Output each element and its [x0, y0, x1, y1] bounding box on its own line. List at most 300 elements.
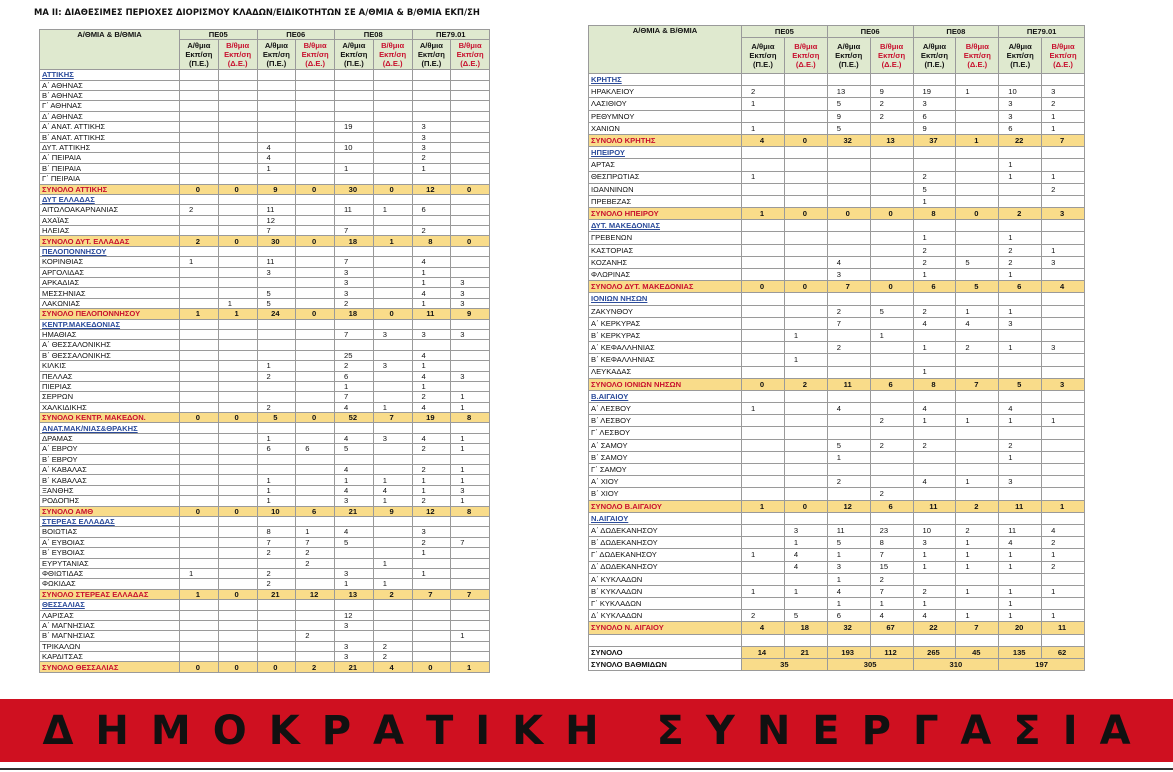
district-row	[589, 195, 1085, 207]
value-cell	[296, 163, 335, 173]
value-cell	[296, 433, 335, 443]
empty-cell	[412, 423, 451, 433]
value-cell: 1	[913, 269, 956, 281]
empty-cell	[1042, 634, 1085, 646]
value-cell	[451, 226, 490, 236]
empty-cell	[180, 517, 219, 527]
value-cell	[827, 427, 870, 439]
value-cell	[257, 174, 296, 184]
value-cell	[784, 171, 827, 183]
empty-cell	[913, 390, 956, 402]
value-cell: 11	[1042, 622, 1085, 634]
empty-cell	[827, 220, 870, 232]
value-cell	[257, 558, 296, 568]
value-cell	[999, 573, 1042, 585]
value-cell: 2	[296, 558, 335, 568]
value-cell: 1	[373, 402, 412, 412]
value-cell: 3	[335, 288, 374, 298]
value-cell	[451, 101, 490, 111]
value-cell	[870, 159, 913, 171]
row-label: ΗΜΑΘΙΑΣ	[40, 329, 180, 339]
value-cell	[827, 183, 870, 195]
empty-cell	[335, 517, 374, 527]
value-cell	[180, 537, 219, 547]
value-cell: 0	[870, 208, 913, 220]
value-cell	[451, 620, 490, 630]
empty-cell	[827, 293, 870, 305]
value-cell: 2	[373, 652, 412, 662]
district-row	[40, 340, 490, 350]
empty-cell	[180, 319, 219, 329]
value-cell	[742, 110, 785, 122]
value-cell	[1042, 366, 1085, 378]
value-cell	[180, 132, 219, 142]
header-sub-primary: Α/θμια Εκπ/ση (Π.Ε.)	[335, 40, 374, 70]
value-cell	[296, 381, 335, 391]
row-label: Β΄ ΚΥΚΛΑΔΩΝ	[589, 585, 742, 597]
value-cell	[451, 579, 490, 589]
value-cell: 193	[827, 646, 870, 658]
value-cell	[180, 392, 219, 402]
district-row	[589, 232, 1085, 244]
row-label: Α΄ ΚΥΚΛΑΔΩΝ	[589, 573, 742, 585]
value-cell: 1	[373, 236, 412, 246]
region-row	[589, 147, 1085, 159]
empty-cell	[870, 293, 913, 305]
value-cell	[742, 488, 785, 500]
value-cell: 2	[870, 488, 913, 500]
value-cell: 1	[412, 267, 451, 277]
empty-cell	[335, 246, 374, 256]
value-cell: 10	[257, 506, 296, 516]
value-cell	[296, 205, 335, 215]
district-row	[589, 183, 1085, 195]
value-cell	[296, 496, 335, 506]
district-row	[589, 537, 1085, 549]
value-cell: 1	[827, 549, 870, 561]
value-cell: 4	[999, 403, 1042, 415]
value-cell	[218, 278, 257, 288]
header-sub-secondary: Β/θμια Εκπ/ση (Δ.Ε.)	[956, 38, 999, 74]
value-cell: 1	[742, 585, 785, 597]
row-label: ΑΡΚΑΔΙΑΣ	[40, 278, 180, 288]
district-row	[589, 451, 1085, 463]
value-cell	[742, 317, 785, 329]
value-cell	[956, 354, 999, 366]
value-cell	[218, 433, 257, 443]
value-cell: 1	[827, 598, 870, 610]
value-cell	[335, 174, 374, 184]
value-cell: 0	[180, 184, 219, 194]
region-row	[40, 423, 490, 433]
region-name: Β.ΑΙΓΑΙΟΥ	[589, 390, 742, 402]
empty-cell	[956, 512, 999, 524]
value-cell: 1	[412, 568, 451, 578]
value-cell	[956, 159, 999, 171]
empty-cell	[335, 423, 374, 433]
value-cell: 1	[956, 585, 999, 597]
value-cell	[373, 215, 412, 225]
value-cell: 1	[999, 451, 1042, 463]
header-sub-secondary: Β/θμια Εκπ/ση (Δ.Ε.)	[784, 38, 827, 74]
value-cell: 0	[218, 506, 257, 516]
region-name: ΘΕΣΣΑΛΙΑΣ	[40, 600, 180, 610]
value-cell: 2	[335, 361, 374, 371]
value-cell	[180, 278, 219, 288]
region-name: ΔΥΤ ΕΛΛΑΔΑΣ	[40, 194, 180, 204]
district-row	[40, 568, 490, 578]
value-cell: 9	[373, 506, 412, 516]
header-sub-primary: Α/θμια Εκπ/ση (Π.Ε.)	[827, 38, 870, 74]
row-label: Β΄ ΜΑΓΝΗΣΙΑΣ	[40, 631, 180, 641]
value-cell: 2	[180, 205, 219, 215]
value-cell: 1	[1042, 610, 1085, 622]
value-cell: 0	[180, 413, 219, 423]
value-cell: 9	[827, 110, 870, 122]
value-cell: 2	[956, 342, 999, 354]
value-cell: 5	[870, 305, 913, 317]
district-row	[40, 90, 490, 100]
grand-total-levels-row	[589, 659, 1085, 671]
value-cell	[451, 153, 490, 163]
empty-cell	[1042, 147, 1085, 159]
value-cell: 2	[257, 579, 296, 589]
row-label: ΣΥΝΟΛΟ ΠΕΛΟΠΟΝΝΗΣΟΥ	[40, 309, 180, 319]
value-cell	[373, 350, 412, 360]
value-cell	[1042, 317, 1085, 329]
value-cell	[956, 110, 999, 122]
value-cell: 2	[784, 378, 827, 390]
value-cell	[870, 476, 913, 488]
value-cell: 12	[335, 610, 374, 620]
value-cell	[296, 174, 335, 184]
value-cell	[296, 329, 335, 339]
empty-cell	[373, 194, 412, 204]
value-cell	[218, 288, 257, 298]
value-cell	[412, 174, 451, 184]
value-cell: 2	[296, 662, 335, 672]
empty-cell	[180, 194, 219, 204]
empty-cell	[451, 423, 490, 433]
value-cell	[451, 340, 490, 350]
district-row	[40, 80, 490, 90]
value-cell: 4	[913, 476, 956, 488]
row-label: ΠΡΕΒΕΖΑΣ	[589, 195, 742, 207]
value-cell: 5	[257, 413, 296, 423]
value-cell	[296, 153, 335, 163]
header-group: ΠΕ05	[180, 30, 258, 40]
empty-cell	[784, 74, 827, 86]
value-cell	[913, 159, 956, 171]
value-cell	[870, 256, 913, 268]
value-cell: 1	[999, 561, 1042, 573]
value-cell	[784, 305, 827, 317]
value-cell: 4	[1042, 524, 1085, 536]
value-cell: 1	[999, 171, 1042, 183]
value-cell: 1	[373, 558, 412, 568]
value-cell	[218, 381, 257, 391]
row-label: ΑΡΤΑΣ	[589, 159, 742, 171]
value-cell: 1	[1042, 500, 1085, 512]
value-cell: 5	[335, 444, 374, 454]
left-table-header	[40, 30, 490, 70]
value-cell: 1	[827, 451, 870, 463]
row-label: ΣΥΝΟΛΟ ΔΥΤ. ΜΑΚΕΔΟΝΙΑΣ	[589, 281, 742, 293]
value-cell	[257, 392, 296, 402]
value-cell: 4	[870, 610, 913, 622]
value-cell	[412, 80, 451, 90]
empty-cell	[956, 74, 999, 86]
value-cell	[373, 257, 412, 267]
value-cell	[180, 90, 219, 100]
value-cell: 3	[999, 110, 1042, 122]
value-cell: 1	[451, 475, 490, 485]
empty-cell	[257, 319, 296, 329]
value-cell	[296, 267, 335, 277]
value-cell	[451, 454, 490, 464]
value-cell	[451, 381, 490, 391]
value-cell	[180, 548, 219, 558]
value-cell: 3	[451, 329, 490, 339]
value-cell	[742, 354, 785, 366]
value-cell: 5	[784, 610, 827, 622]
value-cell: 4	[827, 403, 870, 415]
row-label: Δ΄ ΔΩΔΕΚΑΝΗΣΟΥ	[589, 561, 742, 573]
value-cell	[956, 195, 999, 207]
row-label: Β΄ ΚΑΒΑΛΑΣ	[40, 475, 180, 485]
district-row	[40, 101, 490, 111]
value-cell: 1	[373, 475, 412, 485]
level-total-cell: 310	[913, 659, 999, 671]
value-cell: 4	[373, 662, 412, 672]
value-cell: 3	[335, 278, 374, 288]
value-cell	[335, 153, 374, 163]
value-cell: 1	[180, 589, 219, 599]
value-cell: 8	[913, 208, 956, 220]
value-cell	[1042, 354, 1085, 366]
empty-cell	[1042, 390, 1085, 402]
value-cell	[180, 361, 219, 371]
header-sub-primary: Α/θμια Εκπ/ση (Π.Ε.)	[742, 38, 785, 74]
value-cell	[451, 163, 490, 173]
empty-cell	[827, 634, 870, 646]
row-label: Α΄ ΚΕΡΚΥΡΑΣ	[589, 317, 742, 329]
value-cell	[1042, 159, 1085, 171]
value-cell: 0	[412, 662, 451, 672]
value-cell: 5	[956, 281, 999, 293]
value-cell	[373, 392, 412, 402]
row-label: ΖΑΚΥΝΘΟΥ	[589, 305, 742, 317]
value-cell	[296, 610, 335, 620]
value-cell: 7	[827, 281, 870, 293]
value-cell: 1	[956, 305, 999, 317]
value-cell: 3	[412, 132, 451, 142]
left-table-body	[40, 70, 490, 673]
value-cell: 22	[999, 134, 1042, 146]
empty-cell	[412, 246, 451, 256]
value-cell: 1	[1042, 549, 1085, 561]
district-row	[589, 269, 1085, 281]
value-cell	[257, 101, 296, 111]
footer-banner	[0, 699, 1173, 762]
header-group: ΠΕ79.01	[412, 30, 490, 40]
value-cell	[913, 354, 956, 366]
value-cell: 7	[451, 589, 490, 599]
region-row	[40, 319, 490, 329]
value-cell: 21	[335, 662, 374, 672]
empty-cell	[180, 600, 219, 610]
value-cell	[180, 226, 219, 236]
value-cell	[373, 132, 412, 142]
district-row	[40, 215, 490, 225]
district-row	[589, 244, 1085, 256]
row-label: ΣΥΝΟΛΟ ΑΜΘ	[40, 506, 180, 516]
value-cell	[451, 641, 490, 651]
district-row	[589, 488, 1085, 500]
value-cell	[870, 171, 913, 183]
value-cell: 8	[451, 506, 490, 516]
value-cell: 5	[956, 256, 999, 268]
value-cell: 4	[784, 561, 827, 573]
subtotal-row	[40, 184, 490, 194]
header-group: ΠΕ08	[913, 26, 999, 38]
row-label: ΣΥΝΟΛΟ ΚΡΗΤΗΣ	[589, 134, 742, 146]
region-name: ΚΡΗΤΗΣ	[589, 74, 742, 86]
value-cell	[180, 350, 219, 360]
empty-cell	[1042, 74, 1085, 86]
empty-cell	[742, 293, 785, 305]
row-label: ΑΧΑΪΑΣ	[40, 215, 180, 225]
value-cell: 8	[913, 378, 956, 390]
row-label: ΡΟΔΟΠΗΣ	[40, 496, 180, 506]
empty-cell	[870, 390, 913, 402]
value-cell: 22	[913, 622, 956, 634]
district-row	[40, 267, 490, 277]
empty-cell	[412, 194, 451, 204]
value-cell	[373, 454, 412, 464]
value-cell	[999, 354, 1042, 366]
value-cell: 2	[999, 208, 1042, 220]
empty-cell	[335, 70, 374, 80]
header-sub-secondary: Β/θμια Εκπ/ση (Δ.Ε.)	[218, 40, 257, 70]
header-row	[589, 26, 1085, 38]
row-label: Α΄ ΜΑΓΝΗΣΙΑΣ	[40, 620, 180, 630]
value-cell	[218, 392, 257, 402]
value-cell	[257, 340, 296, 350]
district-row	[589, 171, 1085, 183]
subtotal-row	[589, 378, 1085, 390]
value-cell: 2	[827, 342, 870, 354]
value-cell: 1	[913, 342, 956, 354]
row-label: Α΄ ΑΝΑΤ. ΑΤΤΙΚΗΣ	[40, 122, 180, 132]
region-row	[589, 293, 1085, 305]
value-cell	[180, 215, 219, 225]
value-cell	[999, 488, 1042, 500]
subtotal-row	[40, 589, 490, 599]
value-cell: 7	[335, 226, 374, 236]
value-cell: 2	[1042, 98, 1085, 110]
value-cell: 8	[870, 537, 913, 549]
value-cell	[742, 342, 785, 354]
value-cell	[257, 454, 296, 464]
district-row	[40, 641, 490, 651]
value-cell	[296, 371, 335, 381]
value-cell: 1	[1042, 585, 1085, 597]
value-cell: 11	[257, 205, 296, 215]
row-label: Α΄ ΣΑΜΟΥ	[589, 439, 742, 451]
value-cell: 3	[913, 98, 956, 110]
value-cell: 2	[296, 548, 335, 558]
value-cell	[335, 80, 374, 90]
value-cell: 7	[412, 589, 451, 599]
value-cell: 7	[257, 226, 296, 236]
row-label: Α΄ ΚΕΦΑΛΛΗΝΙΑΣ	[589, 342, 742, 354]
header-corner: Α/ΘΜΙΑ & Β/ΘΜΙΑ	[40, 30, 180, 70]
row-label: Α΄ ΕΥΒΟΙΑΣ	[40, 537, 180, 547]
subtotal-row	[589, 500, 1085, 512]
district-row	[589, 329, 1085, 341]
value-cell: 3	[335, 267, 374, 277]
value-cell: 1	[180, 257, 219, 267]
value-cell	[335, 101, 374, 111]
row-label: ΚΟΡΙΝΘΙΑΣ	[40, 257, 180, 267]
value-cell	[180, 153, 219, 163]
empty-cell	[257, 423, 296, 433]
row-label: ΛΑΚΩΝΙΑΣ	[40, 298, 180, 308]
value-cell: 2	[1042, 183, 1085, 195]
value-cell	[784, 573, 827, 585]
value-cell	[180, 579, 219, 589]
value-cell	[784, 476, 827, 488]
empty-cell	[999, 74, 1042, 86]
value-cell	[180, 142, 219, 152]
value-cell: 2	[913, 256, 956, 268]
value-cell: 13	[870, 134, 913, 146]
value-cell	[335, 90, 374, 100]
district-row	[589, 98, 1085, 110]
value-cell: 1	[335, 475, 374, 485]
value-cell: 7	[1042, 134, 1085, 146]
value-cell	[296, 485, 335, 495]
value-cell: 1	[335, 381, 374, 391]
header-group: ΠΕ05	[742, 26, 828, 38]
value-cell: 13	[827, 86, 870, 98]
value-cell	[742, 427, 785, 439]
subtotal-row	[40, 662, 490, 672]
value-cell: 6	[296, 506, 335, 516]
value-cell	[870, 354, 913, 366]
empty-cell	[870, 512, 913, 524]
value-cell	[956, 122, 999, 134]
value-cell	[956, 98, 999, 110]
region-row	[589, 74, 1085, 86]
value-cell: 1	[412, 278, 451, 288]
region-name: ΔΥΤ. ΜΑΚΕΔΟΝΙΑΣ	[589, 220, 742, 232]
district-row	[40, 475, 490, 485]
district-row	[589, 342, 1085, 354]
value-cell	[956, 232, 999, 244]
value-cell: 3	[827, 269, 870, 281]
row-label: ΧΑΛΚΙΔΙΚΗΣ	[40, 402, 180, 412]
empty-cell	[1042, 512, 1085, 524]
value-cell	[1042, 451, 1085, 463]
value-cell: 3	[335, 620, 374, 630]
value-cell: 1	[257, 163, 296, 173]
value-cell: 6	[257, 444, 296, 454]
region-name: ΗΠΕΙΡΟΥ	[589, 147, 742, 159]
district-row	[589, 415, 1085, 427]
empty-cell	[335, 194, 374, 204]
